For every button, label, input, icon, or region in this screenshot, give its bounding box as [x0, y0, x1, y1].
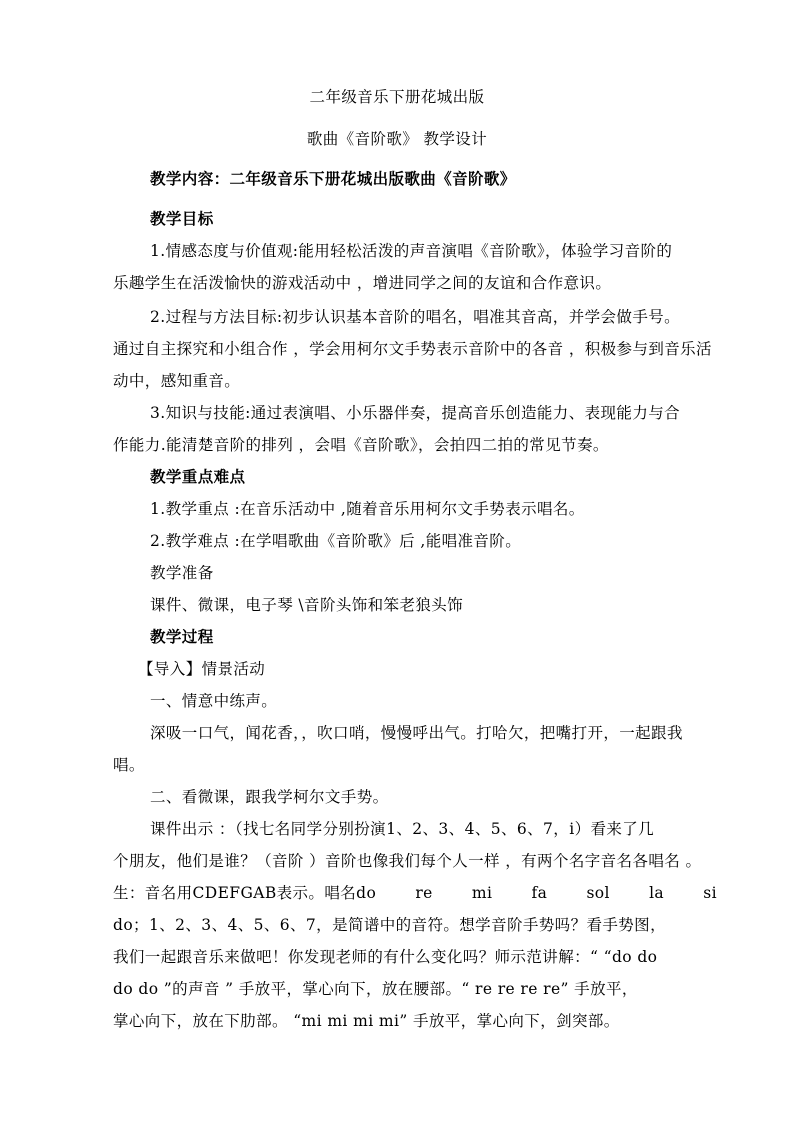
- solfege-word: 生：音名用CDEFGAB表示。唱名do: [113, 884, 377, 902]
- document-title: 二年级音乐下册花城出版: [309, 88, 485, 106]
- key-points-heading: 教学重点难点: [150, 468, 246, 486]
- objective-1-line-2: 乐趣学生在活泼愉快的游戏活动中 ，增进同学之间的友谊和合作意识。: [113, 274, 612, 292]
- objective-2-line-1: 2.过程与方法目标:初步认识基本音阶的唱名，唱准其音高，并学会做手号。: [150, 308, 681, 326]
- paragraph-line-7: 掌心向下，放在下肋部。 “mi mi mi mi” 手放平，掌心向下，剑突部。: [113, 1012, 620, 1030]
- objectives-heading: 教学目标: [150, 210, 214, 228]
- solfege-word: fa: [531, 884, 548, 902]
- objective-1-line-1: 1.情感态度与价值观:能用轻松活泼的声音演唱《音阶歌》，体验学习音阶的: [150, 242, 673, 260]
- solfege-word: re: [415, 884, 433, 902]
- solfege-word: sol: [586, 884, 610, 902]
- solfege-word: la: [649, 884, 665, 902]
- intro-heading: 【导入】情景活动: [138, 660, 266, 678]
- step-1-line-2: 唱。: [113, 756, 145, 774]
- key-point-2: 2.教学难点 :在学唱歌曲《音阶歌》后 ,能唱准音阶。: [150, 532, 522, 550]
- paragraph-line-5: 我们一起跟音乐来做吧！你发现老师的有什么变化吗？师示范讲解：“ “do do: [113, 948, 658, 966]
- solfege-word: mi: [471, 884, 493, 902]
- objective-3-line-1: 3.知识与技能:通过表演唱、小乐器伴奏，提高音乐创造能力、表现能力与合: [150, 404, 681, 422]
- step-2-heading: 二、看微课，跟我学柯尔文手势。: [150, 788, 389, 806]
- solfege-word: si: [703, 884, 717, 902]
- objective-3-line-2: 作能力.能清楚音阶的排列 ，会唱《音阶歌》，会拍四二拍的常见节奏。: [113, 436, 609, 454]
- process-heading: 教学过程: [150, 628, 214, 646]
- preparation-text: 课件、微课，电子琴 \音阶头饰和笨老狼头饰: [150, 596, 464, 614]
- key-point-1: 1.教学重点 :在音乐活动中 ,随着音乐用柯尔文手势表示唱名。: [150, 500, 585, 518]
- paragraph-line-3: [113, 882, 717, 904]
- preparation-heading: 教学准备: [150, 564, 214, 582]
- objective-2-line-3: 动中，感知重音。: [113, 372, 241, 390]
- content-heading: 教学内容：二年级音乐下册花城出版歌曲《音阶歌》: [150, 170, 516, 188]
- paragraph-line-6: do do ”的声音 ” 手放平，掌心向下，放在腰部。“ re re re re” 手放平，: [113, 980, 638, 998]
- paragraph-line-2: 个朋友，他们是谁？（音阶 ）音阶也像我们每个人一样 ，有两个名字音名各唱名 。: [113, 852, 702, 870]
- step-1-line-1: 深吸一口气，闻花香，，吹口哨，慢慢呼出气。打哈欠，把嘴打开，一起跟我: [150, 724, 683, 742]
- step-1-heading: 一、情意中练声。: [150, 692, 278, 710]
- paragraph-line-1: 课件出示 ：（找七名同学分别扮演1、2、3、4、5、6、7，i）看来了几: [150, 820, 655, 838]
- objective-2-line-2: 通过自主探究和小组合作 ，学会用柯尔文手势表示音阶中的各音 ，积极参与到音乐活: [113, 340, 712, 358]
- paragraph-line-4: do；1、2、3、4、5、6、7，是简谱中的音符。想学音阶手势吗？看手势图，: [113, 916, 666, 934]
- document-subtitle: 歌曲《音阶歌》 教学设计: [306, 130, 488, 148]
